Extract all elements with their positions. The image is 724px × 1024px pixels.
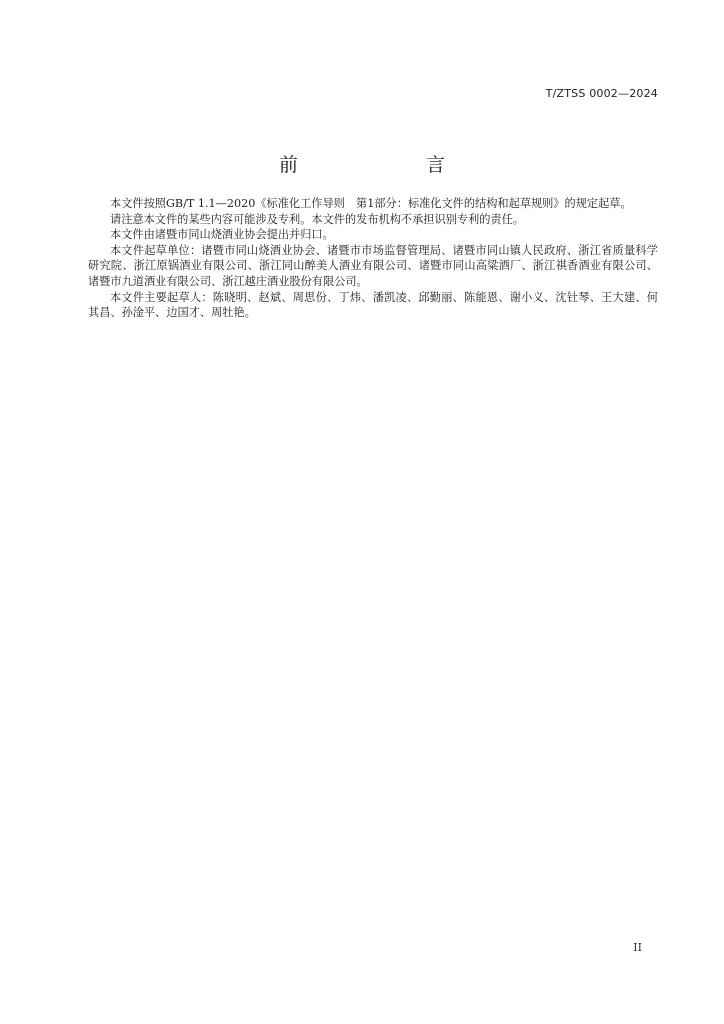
page-number: II — [633, 941, 642, 954]
paragraph-drafting-rules: 本文件按照GB/T 1.1—2020《标准化工作导则 第1部分：标准化文件的结构和起草规则》的规定起草。 — [110, 197, 632, 210]
standard-code: T/ZTSS 0002—2024 — [545, 87, 658, 100]
section-title: 前 言 — [278, 154, 475, 176]
paragraph-patent-notice: 请注意本文件的某些内容可能涉及专利。本文件的发布机构不承担识别专利的责任。 — [110, 212, 524, 226]
paragraph-drafters: 本文件主要起草人：陈晓明、赵斌、周思份、丁炜、潘凯凌、邱勤丽、陈能恩、谢小义、沈钍琴、王大建、何其昌、孙淦平、边国才、周牡艳。 — [88, 290, 658, 320]
foreword-body — [88, 196, 658, 321]
paragraph-drafting-units: 本文件起草单位：诸暨市同山烧酒业协会、诸暨市市场监督管理局、诸暨市同山镇人民政府、浙江省质量科学研究院、浙江原锅酒业有限公司、浙江同山醉美人酒业有限公司、诸暨市同山高粱酒厂、浙江祺香酒业有限公司、诸暨市九道酒业有限公司、浙江越庄酒业股份有限公司。 — [88, 243, 658, 288]
paragraph-proposer: 本文件由诸暨市同山烧酒业协会提出并归口。 — [110, 228, 334, 242]
